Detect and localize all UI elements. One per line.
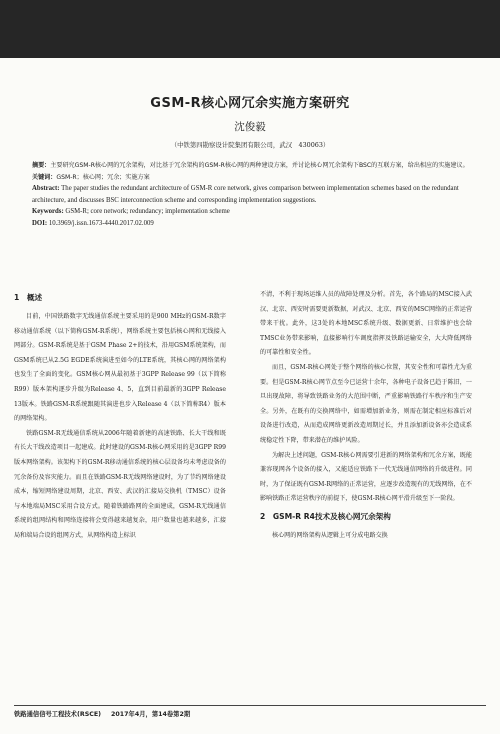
section1-paragraph-1: 目前，中国铁路数字无线通信系统主要采用的是900 MHz的GSM-R数字移动通信系统（以下简称GSM-R系统），网络系统主要包括核心网和无线接入网部分。GSM-R系统是基于GSM Phase 2+的技术，沿用GSM系统架构，而GSM系统已从2.5G EGDE系统演进至如今的LTE系统，其核心网的网络架构也发生了全面的变化。GSM核心网从最初基于3GPP Release 99（以下简称R99）版本架构逐步升级为Release 4、5，直到目前最新的3GPP Release 13版本。铁路GSM-R系统跟随其演进也步入Release 4（以下简称R4）版本的网络架构。 [14, 313, 226, 423]
section2-heading: 2 GSM-R R4技术及核心网冗余架构 [260, 511, 391, 521]
abstract-cn-label: 摘要： [32, 162, 51, 169]
left-column [14, 288, 226, 544]
page-footer [14, 705, 486, 718]
doi-text: 10.3969/j.issn.1673-4440.2017.02.009 [48, 219, 154, 227]
right-column [260, 288, 472, 544]
section1-paragraph-2: 铁路GSM-R无线通信系统从2006年随着新建的高速铁路、长大干线和既有长大干线改造项目一起建成。此时建设的GSM-R核心网采用的是3GPP R99版本网络架构。该架构下的GSM-R移动通信系统的核心层设备均未考虑设备的冗余备份及容灾能力。而且在铁路GSM-R无线网络建设时，为了节约网络建设成本，缩短网络建设周期，北京、西安、武汉的汇接局交换机（TMSC）设备与本地端局MSC采用合设方式。随着铁路路网的全面建成，GSM-R无线通信系统的组网结构和网络连接将会变得越来越复杂，用户数量也越来越多，汇接局和端局合设的组网方式，从网络构造上标识 [14, 429, 226, 539]
keywords-en [32, 206, 478, 218]
abstract-en-label: Abstract: [32, 185, 60, 192]
issue-info: 2017年4月，第14卷第2期 [111, 711, 191, 718]
keywords-en-text: GSM-R; core network; redundancy; implementation scheme [65, 208, 230, 215]
keywords-en-label: Keywords: [32, 208, 64, 215]
doi-label: DOI: [32, 219, 48, 227]
abstract-en-text: The paper studies the redundant architecture of GSM-R core network, gives comparison between implementation schemes based on the redundant architecture, and discusses BSC interconnection scheme and corresponding implementation suggestions. [32, 185, 459, 204]
abstract-en [32, 183, 478, 206]
affiliation: （中铁第四勘察设计院集团有限公司，武汉 430063） [170, 141, 330, 149]
abstract-cn [32, 160, 478, 172]
abstract-cn-text: 主要研究GSM-R核心网的冗余架构，对比基于冗余架构的GSM-R核心网的两种建设方案，并讨论核心网冗余架构下BSC的互联方案，给出相应的实施建议。 [50, 162, 469, 169]
section1-heading: 1 概述 [14, 293, 43, 302]
top-dark-band [0, 0, 500, 58]
keywords-cn-text: GSM-R；核心网；冗余；实施方案 [56, 173, 150, 181]
section1-paragraph-3: 不清，不利于现场运维人员的故障处理及分析。首先，各个路局的MSC接入武汉、北京、西安时需要更新数据，对武汉、北京、西安的MSC网络的正常运营带来干扰。此外，这3处的本地MSC系统升级、数据更新、日常维护也会给TMSC业务带来影响，直接影响行车调度指挥及铁路运输安全，大大降低网络的可靠性和安全性。 [260, 291, 472, 357]
author-name: 沈俊毅 [234, 121, 266, 133]
section1-paragraph-4: 而且，GSM-R核心网处于整个网络的核心位置，其安全性和可靠性尤为重要。但是GSM-R核心网节点至今已运营十余年，各种电子设备已趋于陈旧，一旦出现故障，将导致铁路业务的大范围中断，严重影响铁路行车秩序和生产安全。另外，在既有的交换网络中，如需增加新业务，则需在制定相应标准后对设备进行改造，从而造成网络更新改造周期过长，并且添加新设备亦会造成系统稳定性下降，带来潜在的维护风险。 [260, 363, 472, 444]
doi [32, 218, 478, 230]
journal-name: 铁路通信信号工程技术(RSCE) [14, 711, 102, 718]
section2-paragraph-1: 核心网的网络架构从逻辑上可分成电路交换 [272, 531, 388, 539]
keywords-cn [32, 172, 478, 184]
abstract-block [32, 160, 478, 229]
keywords-cn-label: 关键词： [32, 173, 57, 181]
section1-paragraph-5: 为解决上述问题，GSM-R核心网需要引进新的网络架构和冗余方案，既能兼容现网各个设备的接入，又能适应铁路下一代无线通信网络的升级进程。同时，为了保证既有GSM-R网络的正常运营，应逐步改造现有的无线网络，在不影响铁路正常运营秩序的前提下，使GSM-R核心网平滑升级至下一阶段。 [260, 451, 472, 503]
paper-title: GSM-R核心网冗余实施方案研究 [150, 96, 350, 111]
